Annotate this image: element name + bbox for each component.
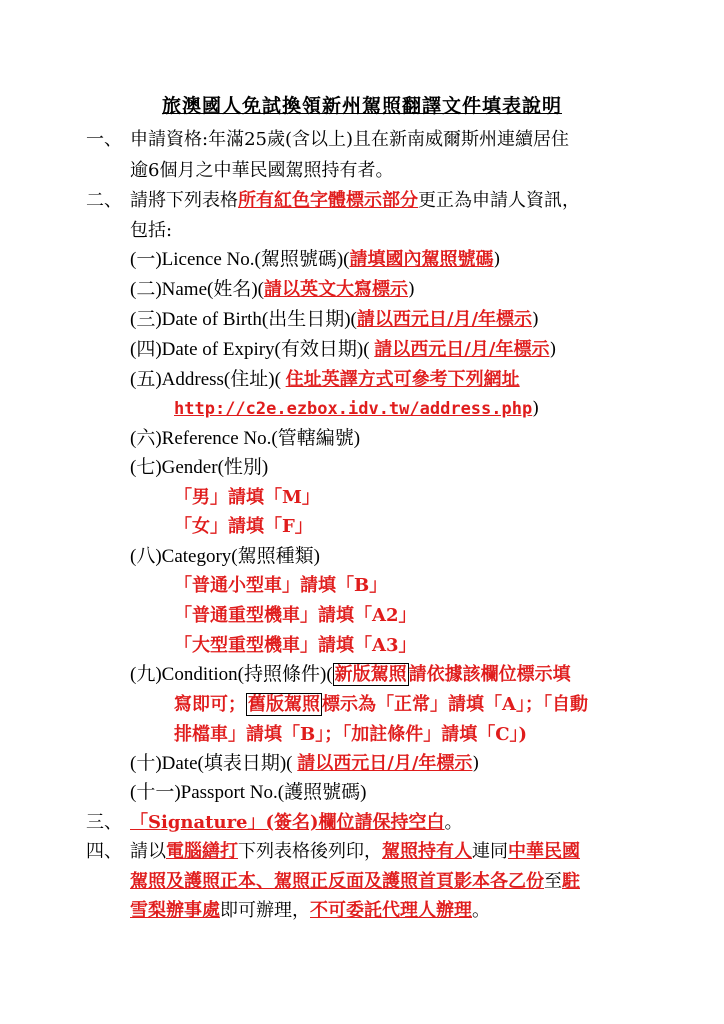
- address-url-line: http://c2e.ezbox.idv.tw/address.php): [174, 398, 540, 419]
- section-2-number: 二、: [86, 190, 122, 211]
- item-date-of-birth: (三)Date of Birth(出生日期)(請以西元日/月/年標示): [130, 309, 540, 330]
- section-2-intro: 請將下列表格所有紅色字體標示部分更正為申請人資訊，: [130, 190, 580, 211]
- condition-text-2: 寫即可； 舊版駕照 標示為「正常」請填「A」；「自動: [174, 694, 588, 715]
- section-3-text: 「Signature」(簽名)欄位請保持空白。: [130, 812, 463, 833]
- item-date: (十)Date(填表日期)( 請以西元日/月/年標示): [130, 753, 480, 774]
- section-4-text-1: 請以電腦繕打下列表格後列印，駕照持有人連同中華民國: [130, 841, 580, 862]
- address-url-link[interactable]: http://c2e.ezbox.idv.tw/address.php: [174, 399, 533, 419]
- gender-female-rule: 「女」請填「F」: [174, 516, 313, 537]
- item-date-of-expiry: (四)Date of Expiry(有效日期)( 請以西元日/月/年標示): [130, 339, 557, 360]
- section-2-includes: 包括:: [130, 220, 173, 241]
- section-1-number: 一、: [86, 129, 122, 150]
- old-licence-box: 舊版駕照: [248, 694, 320, 715]
- section-4-text-2: 駕照及護照正本、駕照正反面及護照首頁影本各乙份至駐: [130, 871, 580, 892]
- condition-text-3: 排檔車」請填「B」；「加註條件」請填「C」): [174, 724, 528, 745]
- section-3-number: 三、: [86, 812, 122, 833]
- item-gender: (七)Gender(性別): [130, 457, 269, 478]
- category-heavy-motorcycle-rule: 「大型重型機車」請填「A3」: [174, 635, 417, 656]
- item-name: (二)Name(姓名)(請以英文大寫標示): [130, 279, 416, 300]
- category-motorcycle-rule: 「普通重型機車」請填「A2」: [174, 605, 417, 626]
- category-small-car-rule: 「普通小型車」請填「B」: [174, 575, 388, 596]
- section-1-text-cont: 逾6個月之中華民國駕照持有者。: [130, 160, 394, 181]
- item-licence-no: (一)Licence No.(駕照號碼)(請填國內駕照號碼): [130, 249, 501, 270]
- item-address: (五)Address(住址)( 住址英譯方式可參考下列網址: [130, 369, 520, 390]
- section-4-number: 四、: [86, 841, 122, 862]
- item-reference-no: (六)Reference No.(管轄編號): [130, 428, 361, 449]
- gender-male-rule: 「男」請填「M」: [174, 487, 320, 508]
- item-condition: (九)Condition(持照條件)( 新版駕照 請依據該欄位標示填: [130, 664, 571, 685]
- new-licence-box: 新版駕照: [334, 664, 407, 685]
- section-4-text-3: 雪梨辦事處即可辦理，不可委託代理人辦理。: [130, 900, 490, 921]
- item-category: (八)Category(駕照種類): [130, 546, 320, 567]
- item-passport-no: (十一)Passport No.(護照號碼): [130, 782, 367, 803]
- page-title: 旅澳國人免試換領新州駕照翻譯文件填表說明: [161, 95, 562, 117]
- section-1-text: 申請資格:年滿25歲(含以上)且在新南威爾斯州連續居住: [130, 129, 570, 150]
